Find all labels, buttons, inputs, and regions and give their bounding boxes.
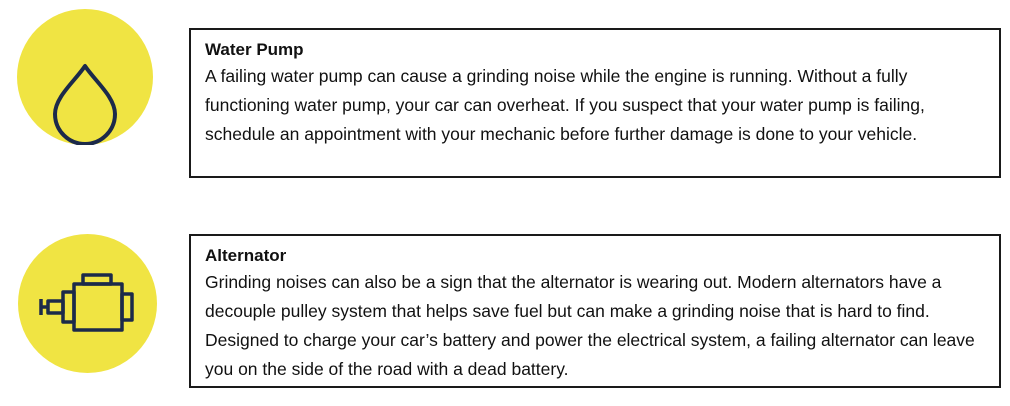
section-body: Grinding noises can also be a sign that the alternator is wearing out. Modern alternators have a decouple pulley system that helps save fuel but can make a grinding noise that is hard to find. Designed to charge your car’s battery and power the electrical system, a failing alternator can leave you on the side of the road with a dead battery. [205, 272, 975, 379]
alternator-section [189, 234, 1001, 388]
section-title: Alternator [205, 246, 287, 265]
section-body: A failing water pump can cause a grinding noise while the engine is running. Without a fully functioning water pump, your car can overheat. If you suspect that your water pump is failing, schedule an appointment with your mechanic before further damage is done to your vehicle. [205, 66, 925, 144]
water-drop-icon [17, 9, 153, 145]
alternator-icon-circle [18, 234, 157, 373]
alternator-icon [18, 234, 157, 373]
water-pump-section [189, 28, 1001, 178]
water-pump-icon-circle [17, 9, 153, 145]
section-title: Water Pump [205, 40, 304, 59]
